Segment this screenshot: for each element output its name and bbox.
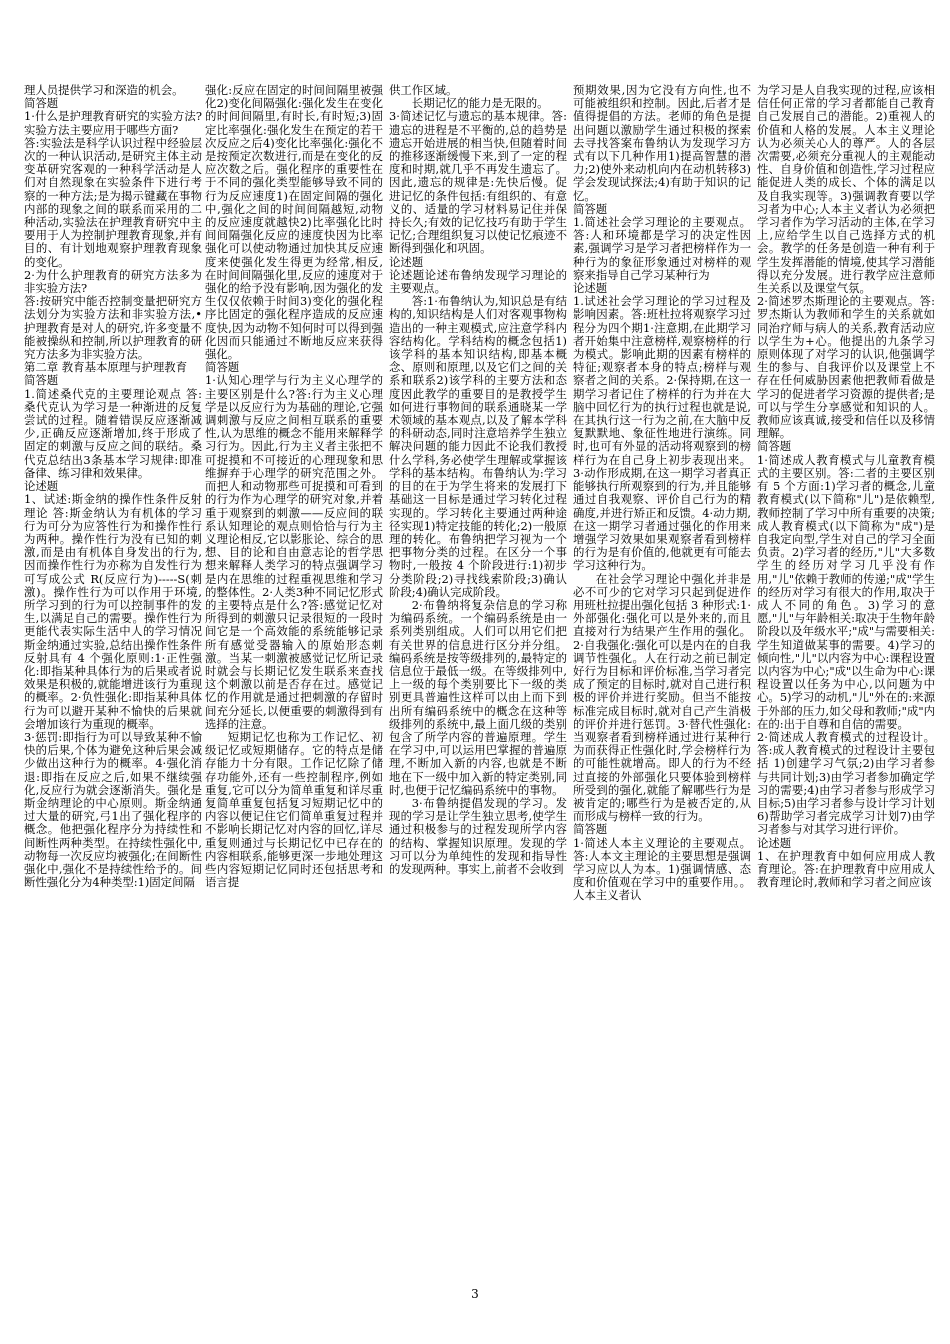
paragraph: 1.试述社会学习理论的学习过程及影响因素。答:班杜拉将观察学习过程分为四个期1·注意期,在此期学习者开始集中注意榜样,观察榜样的行为模式。影响此期的因素有榜样的特征;观察者本身的特点;榜样与观察者之间的关系。2·保持期,在这一期学习者记住了榜样的行为并在大脑中回忆行为的执行过程也就是说,在其执行这一行为之前,在大脑中反复默默地、象征性地进行演练。同时,也可有外显的活动将观察到的榜样行为在自己身上初步表现出来。3·动作形成期,在这一期学习者真正能够执行所观察到的行为,并且能够通过自我观察、评价自己行为的精确度,并进行矫正和反馈。4·动力期,在这一期学习者通过强化的作用来增强学习效果如果观察者看到榜样的行为是有价值的,他就更有可能去学习这种行为。 (573, 294, 751, 573)
section-heading: 论述题 (389, 254, 424, 269)
text-column-2 (205, 84, 383, 1264)
answer: 答:按研究中能否控制变量把研究方法划分为实验方法和非实验方法,•护理教育是对人的研究,许多变量不能被操纵和控制,所以护理教育的研究方法多为非实验方法。 (24, 294, 202, 362)
section-heading: 简答题 (757, 439, 792, 454)
paragraph: 预期效果,因为它没有方向性,也不可能被组织和控制。因此,后者才是值得提倡的方法。老师的角色是提出问题以激励学生通过积极的探索去寻找答案布鲁纳认为发现学习方式有以下几种作用1)提高智慧的潜力;2)使外来动机向内在动机转移3)学会发现试探法;4)有助于知识的记忆。 (573, 84, 751, 203)
paragraph: 在社会学习理论中强化并非是必不可少的它对学习只起到促进作用班杜拉提出强化包括 3 种形式:1·外部强化:强化可以是外来的,而且直接对行为结果产生作用的强化。2·自我强化:强化可以是内在的自我调节性强化。人在行动之前已制定好行为目标和评价标准,当学习者完成了预定的目标时,就对自己进行积极的评价并进行奖励。但当不能按标准完成目标时,就对自己产生消极的评价并进行惩罚。3·替代性强化:当观察者看到榜样通过进行某种行为而获得正性强化时,学会榜样行为的可能性就增高。即人的行为不经过直接的外部强化只要体验到榜样所受到的强化,就能了解哪些行为是被肯定的;哪些行为是被否定的,从而形成与榜样一致的行为。 (573, 571, 751, 824)
paragraph: 强化:反应在固定的时间间隔里被强化2)变化间隔强化:强化发生在变化的时间间隔里,有时长,有时短;3)固定比率强化:强化发生在预定的若干次反应之后4)变化比率强化:强化不是按预定次数进行,而是在变化的反应次数之后。强化程序的重要性在于不同的强化类型能够导致不同的行为反应速度1)在固定间隔的强化中,强化之间的时间间隔越短,动物的反应速度就越快2)比率强化比时间间隔强化反应的速度快因为比率强化可以使动物通过加快其反应速度来使强化发生得更为经常,相反,在时间间隔强化里,反应的速度对于强化的给予没有影响,因为强化的发生仅仅依赖于时间3)变化的强化程序比固定的强化程序造成的反应速度快,因为动物不知何时可以得到强化因而只能通过不断地反应来获得强化。 (205, 84, 383, 362)
section-heading: 简答题 (24, 373, 59, 388)
section-heading: 论述题 (757, 835, 792, 850)
paragraph: 1·简述成人教育模式与儿童教育模式的主要区别。答:二者的主要区别有 5 个方面:1)学习者的概念,儿童教育模式(以下简称"儿")是依赖型,教师控制了学习中所有重要的决策;成人教育模式(以下简称为"成")是自我定向型,学生对自己的学习全面负责。2)学习者的经历,"儿"大多数学生的经历对学习几乎没有作用,"儿"依赖于教师的传递;"成"学生的经历对学习有很大的作用,取决于成人不同的角色。3)学习的意愿,"儿"与年龄相关:取决于生物年龄阶段以及年级水平;"成"与需要相关:学生知道做某事的需要。4)学习的倾向性,"儿"以内容为中心:课程设置以内容为中心;"成"以生命为中心:课程设置以任务为中心,以问题为中心。5)学习的动机,"儿"外在的:来源于外部的压力,如父母和教师;"成"内在的:出于自尊和自信的需要。 (757, 452, 935, 731)
section-heading: 简答题 (205, 360, 240, 375)
paragraph: 1·简述人本主义理论的主要观点。答:人本文主理论的主要思想是强调学习应以人为本。1)强调情感、态度和价值观在学习中的重要作用。。人本主义者认 (573, 835, 751, 903)
paragraph: 1、在护理教育中如何应用成人教育理论。答:在护理教育中应用成人教育理论时,教师和学习者之间应该 (757, 848, 935, 890)
paragraph: 供工作区域。 (389, 84, 458, 97)
text-column-5 (757, 84, 935, 1264)
page-number: 3 (471, 1287, 479, 1301)
section-heading: 论述题 (24, 479, 59, 494)
paragraph: 为学习是人自我实现的过程,应该相信任何正常的学习者都能自己教育自己发展自己的潜能。2)重视人的价值和人格的发展。人本主义理论认为必须关心人的尊严。人的各层次需要,必须充分重视人的主观能动性、自身价值和创造性,学习过程应能促进人类的成长、个体的满足以及自我实现等。3)强调教育要以学习者为中心;人本主义者认为必须把学习者作为学习活动的主体,在学习上,应给学生以自己选择方式的机会。教学的任务是创造一种有利于学生发挥潜能的情境,使其学习潜能得以充分发展。进行教学应注意师生关系以及课堂气氛。 (757, 84, 935, 296)
chapter-heading: 第二章 教育基本原理与护理教育 (24, 360, 188, 375)
section-heading: 简答题 (24, 96, 59, 111)
paragraph: 3·布鲁纳提倡发现的学习。发现的学习是让学生独立思考,使学生通过积极参与的过程发现所学内容的结构、掌握知识原理。发现的学习可以分为单纯性的发现和指导性的发现两种。事实上,前者不会收到 (389, 795, 567, 876)
paragraph: 2·简述罗杰斯理论的主要观点。答:罗杰斯认为教师和学生的关系就如同治疗师与病人的关系,教育活动应以学生为+心。他提出的九条学习原则体现了对学习的认识,他强调学生的参与、自我评价以及课堂上不存在任何威胁因素他把教师看做是学习的促进者学习资源的提供者;是可以与学生分享感觉和知识的人。教师应该真诚,接受和信任以及移情理解。 (757, 294, 935, 441)
section-heading: 简答题 (573, 822, 608, 837)
paragraph: 1、试述:斯金纳的操作性条件反射理论 答:斯金纳认为有机体的学习行为可分为应答性行为和操作性行为两种。操作性行为没有已知的刺激,而是由有机体自身发出的行为,因而操作性行为亦称为自发性行为可写成公式 R(反应行为)-----S(刺激)。操作性行为可以作用于环境,所学习到的行为可以控制事件的发生,以满足自己的需要。操作性行为更能代表实际生活中人的学习情况斯金纳通过实验,总结出操作性条件反射具有 4 个强化原则:1·正性强化:即指某种具体行为的后果或者说效果是积极的,就能增进该行为重现的概率。2·负性强化:即指某种具体行为可以避开某种不愉快的后果就会增加该行为重现的概率。 (24, 492, 202, 731)
section-heading: 简答题 (573, 201, 608, 216)
paragraph: 3·惩罚:即指行为可以导致某种不愉快的后果,个体为避免这种后果会减少做出这种行为的概率。4·强化消退:即指在反应之后,如果不继续强化,反应行为就会逐渐消失。强化是斯金纳理论的中心原则。斯金纳通过大量的研究,弓1出了强化程序的概念。他把强化程序分为持续性和间断性两种类型。在持续性强化中,动物每一次反应均被强化;在间断性强化中,强化不是持续性给予的。间断性强化分为4种类型:1)固定间隔 (24, 729, 202, 890)
section-heading: 论述题 (573, 281, 608, 296)
answer: 答:实验法是科学认识过程中经验层次的一种认识活动,是研究主体主动变革研究客观的一种科学活动是人们对自然现象在实验条件下进行考察的一种方法;是为揭示键藏在事物内部的现象之间的联系而采用的二种活动,实验法在护理教育研究中主要用于人为控制护理教育现象,并有目的、有计划地观察护理教育现象的变化。 (24, 135, 202, 269)
paragraph: 长期记忆的能力是无限的。 (411, 96, 549, 111)
paragraph: 1.简述桑代克的主要理论观点 答: 桑代克认为学习是一种渐进的反复尝试的过程。随着错误反应逐渐减少,正确反应逐渐增加,终于形成了固定的刺激与反应之间的联结。桑代克总结出3条基本学习规律:即准备律、练习律和效果律。 (24, 386, 202, 480)
text-column-4 (573, 84, 751, 1264)
text-column-1 (24, 84, 202, 1264)
question: 1·什么是护理教育研究的实验方法?实验方法主要应用于哪些方面? (24, 109, 202, 137)
paragraph: 短期记忆也称为工作记忆、初级记忆或短期储存。它的特点是储存能力十分有限。工作记忆除了储存功能外,还有一些控制程序,例如重复,它可以分为简单重复和详尽重复简单重复包括复习短期记忆中的内容以便记住它们简单重复过程并不影响长期记忆对内容的回忆,详尽重复则通过与长期记忆中已存在的内容相联系,能够更深一步地处理这些内容短期记忆同时还包括思考和语言提 (205, 729, 383, 890)
paragraph: 3·简述记忆与遗忘的基本规律。答:遗忘的进程是不平衡的,总的趋势是遗忘开始进展的相当快,但随着时间的推移逐渐缓慢下来,到了一定的程度和时期,就几乎不再发生遗忘了。因此,遗忘的规律是:先快后慢。促进记忆的条件包括:有组织的、有意义的、适量的学习材料易记住并保持长久;有效的记忆技巧有助于学生记忆;合理组织复习以使记忆痕迹不断得到强化和巩固。 (389, 109, 567, 256)
paragraph: 1.简述社会学习理论的主要观点。答:人和环境都是学习的决定性因素,强调学习是学习者把榜样作为一种行为的象征形象通过对榜样的观察来指导自己学习某种行为 (573, 215, 751, 282)
paragraph: 2·布鲁纳将复杂信息的学习称为编码系统。一个编码系统是由一系列类别组成。人们可以用它们把有关世界的信息进行区分并分组。编码系统是按等级排列的,最特定的信息位于最低一级。在等级排列中,上一级的每个类别要比下一级的类别更具普遍性这样可以由上而下到出所有编码系统中的概念在这种等级排列的系统中,最上面几级的类别包含了所学内容的普遍原理。学生在学习中,可以运用巴掌握的普遍原理,不断加入新的内容,也就是不断地在下一级中加入新的特定类别,同时,也便于记忆编码系统中的事物。 (389, 597, 567, 797)
paragraph: 2·简述成人教育模式的过程设计。答:成人教育模式的过程设计主要包括 1)创建学习气氛;2)由学习者参与共同计划;3)由学习者参加确定学习的需要;4)由学习者参与形成学习目标;5)由学习者参与设计学习计划6)帮助学习者完成学习计划7)由学习者参与对其学习进行评价。 (757, 729, 935, 837)
paragraph: 答:1·布鲁纳认为,知识总是有结构的,知识结构是人们对客观事物构造出的一种主观模式,应注意学科内容结构化。学科结构的概念包括1)该学科的基本知识结构,即基本概念、原则和原理,以及它们之间的关系和联系2)该学科的主要方法和态度因此教学的重要目的是教授学生如何进行事物间的联系通晓某一学术领域的基本观点,以及了解本学科的科研动态,同时注意培养学生独立解决问题的能力因此不论我们教授什么学科,务必使学生理解或掌握该学科的基本结构。布鲁纳认为:学习的目的在于为学生将来的发展打下基础这一目标是通过学习转化过程实现的。学习转化主要通过两种途径实现1)特定技能的转化;2)一般原理的转化。布鲁纳把学习视为一个把事物分类的过程。在区分一个事物时,一般按 4 个阶段进行:1)初步分类阶段;2)寻找线索阶段;3)确认阶段;4)确认完成阶段。 (389, 294, 567, 599)
question: 论述题论述布鲁纳发现学习理论的主要观点。 (389, 267, 567, 296)
question: 2·为什么护理教育的研究方法多为非实验方法? (24, 267, 202, 296)
paragraph: 1·认知心理学与行为主义心理学的主要区别是什么?答:行为主义心理学是以反应行为为基础的理论,它强调刺激与反应之间相互联系的重要性,认为思维的概念不能用来解释学习行为。因此,行为主义者主张把不可捉摸和不可接近的心理现象和思维摒弃于心理学的研究范围之外。而把人和动物那些可捉摸和可看到的行为作为心理学的研究对象,并着重于观察到的刺激——反应间的联系认知理论的观点则恰恰与行为主义理论相反,它以影胀论、综合的思想、目的论和自由意志论的哲学思想来解释人类学习的特点强调学习是内在思维的过程重视思维和学习的整体性。2·人类3种不同记忆形式的主要特点是什么?答:感觉记忆对所得到的刺激只记录很短的一段时间它是一个高效能的系统能够记录所有感觉受器输入的原始形态刺激。当某一刺激被感觉记忆所记录时就会与长期记忆发生联系来查找这个刺激以前是否存在过。感觉记忆的作用就是通过把刺激的存留时间充分延长,以便重要的刺激得到有选择的注意。 (205, 373, 383, 731)
paragraph: 理人员提供学习和深造的机会。 (24, 84, 184, 97)
text-column-3 (389, 84, 567, 1264)
